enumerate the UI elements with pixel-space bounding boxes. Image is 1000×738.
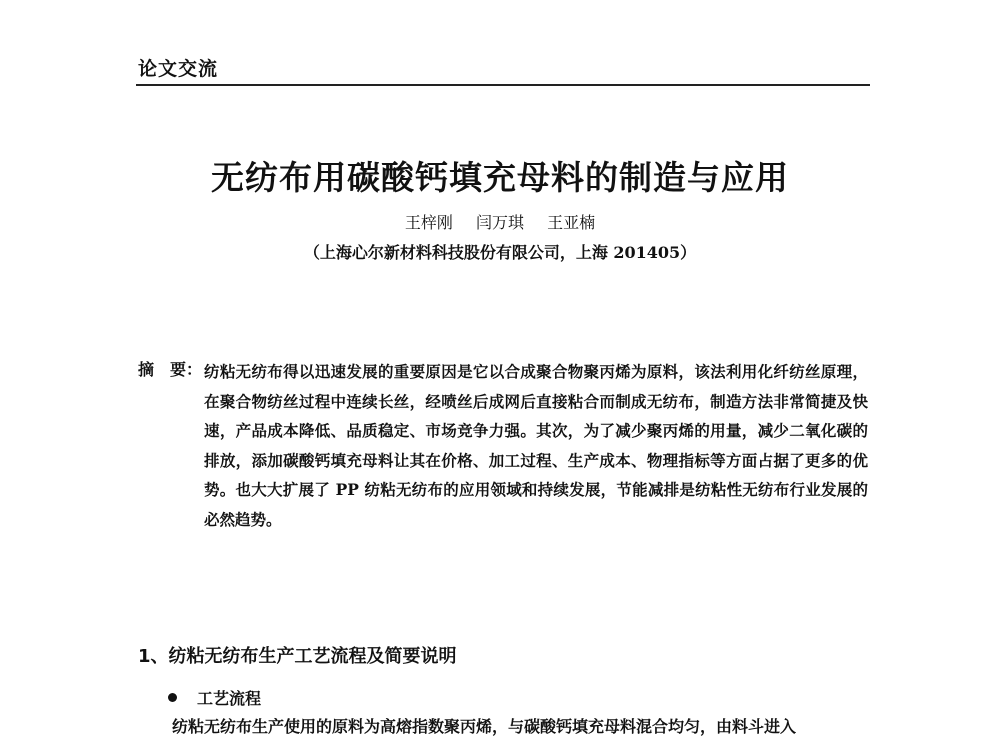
author-name: 闫万琪 (475, 213, 524, 232)
author-name: 王梓刚 (404, 213, 453, 232)
author-list (0, 210, 1000, 233)
journal-section-label: 论文交流 (138, 58, 219, 80)
bullet-item (168, 686, 261, 709)
author-affiliation: （上海心尔新材料科技股份有限公司，上海 201405） (303, 243, 697, 262)
bullet-icon (168, 693, 177, 702)
abstract-text: 纺粘无纺布得以迅速发展的重要原因是它以合成聚合物聚丙烯为原料，该法利用化纤纺丝原理，在聚合物纺丝过程中连续长丝，经喷丝后成网后直接粘合而制成无纺布，制造方法非常简捷及快速，产品成本降低、品质稳定、市场竞争力强。其次，为了减少聚丙烯的用量，减少二氧化碳的排放，添加碳酸钙填充母料让其在价格、加工过程、生产成本、物理指标等方面占据了更多的优势。也大大扩展了 PP 纺粘无纺布的应用领域和持续发展，节能减排是纺粘性无纺布行业发展的必然趋势。 (204, 362, 868, 529)
author-name: 王亚楠 (547, 213, 596, 232)
paper-title: 无纺布用碳酸钙填充母料的制造与应用 (211, 158, 789, 197)
header-divider (136, 84, 870, 86)
bullet-label: 工艺流程 (197, 689, 262, 708)
body-paragraph: 纺粘无纺布生产使用的原料为高熔指数聚丙烯，与碳酸钙填充母料混合均匀，由料斗进入 (172, 717, 797, 736)
abstract-label: 摘 要： (138, 360, 203, 379)
section-heading: 1、纺粘无纺布生产工艺流程及简要说明 (138, 646, 457, 667)
